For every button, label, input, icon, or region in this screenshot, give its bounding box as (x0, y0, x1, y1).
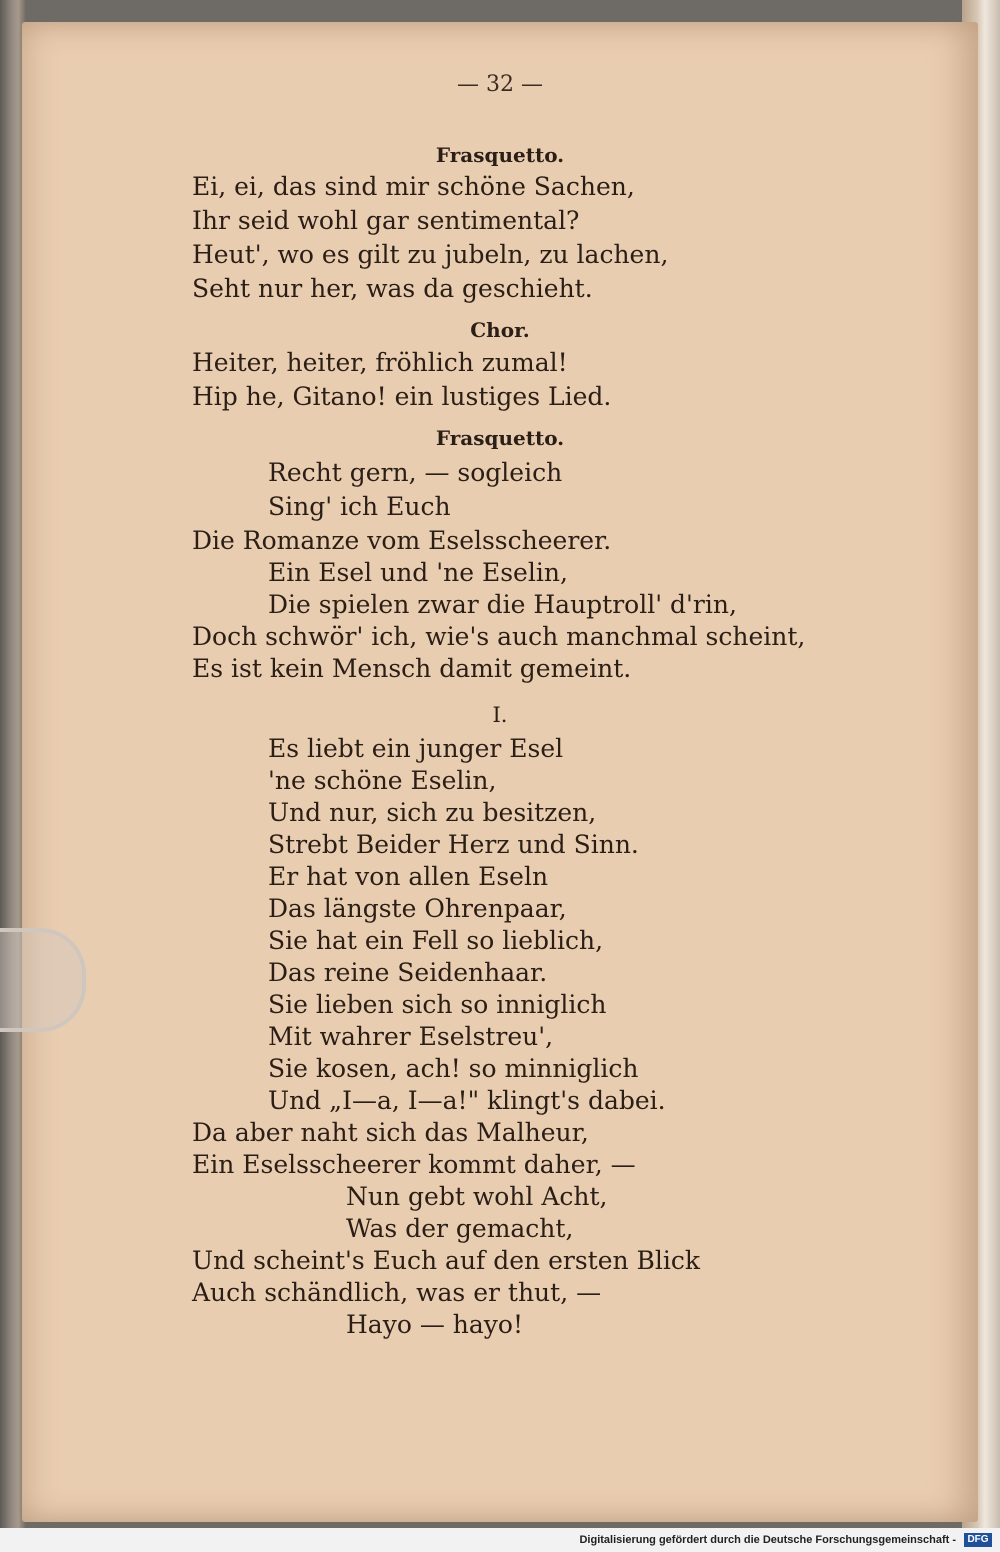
verse-line: Sie hat ein Fell so lieblich, (268, 926, 604, 955)
verse-line: Recht gern, — sogleich (268, 458, 563, 487)
footer-bar (0, 1528, 1000, 1552)
speaker-heading: Frasquetto. (435, 143, 565, 167)
verse-line: Heiter, heiter, fröhlich zumal! (192, 348, 568, 377)
verse-line: Sie lieben sich so inniglich (268, 990, 607, 1019)
verse-line: Das reine Seidenhaar. (268, 958, 548, 987)
dfg-logo: DFG (964, 1533, 992, 1547)
verse-line: Ei, ei, das sind mir schöne Sachen, (192, 172, 635, 201)
verse-line: Er hat von allen Eseln (268, 862, 549, 891)
verse-line: Sie kosen, ach! so minniglich (268, 1054, 639, 1083)
verse-line: Das längste Ohrenpaar, (268, 894, 567, 923)
verse-line: Seht nur her, was da geschieht. (192, 274, 593, 303)
verse-line: Sing' ich Euch (268, 492, 451, 521)
page-number: — 32 — (457, 72, 543, 97)
verse-line: Auch schändlich, was er thut, — (192, 1278, 602, 1307)
verse-line: Hayo — hayo! (346, 1310, 524, 1339)
verse-line: Und nur, sich zu besitzen, (268, 798, 597, 827)
stanza-number: I. (492, 703, 508, 727)
funding-notice: Digitalisierung gefördert durch die Deutsche Forschungsgemeinschaft - (579, 1534, 956, 1546)
verse-line: Hip he, Gitano! ein lustiges Lied. (192, 382, 612, 411)
verse-line: Mit wahrer Eselstreu', (268, 1022, 554, 1051)
verse-line: Es ist kein Mensch damit gemeint. (192, 654, 632, 683)
verse-line: 'ne schöne Eselin, (268, 766, 497, 795)
speaker-heading: Chor. (470, 318, 530, 342)
verse-line: Nun gebt wohl Acht, (346, 1182, 608, 1211)
verse-line: Heut', wo es gilt zu jubeln, zu lachen, (192, 240, 669, 269)
verse-line: Es liebt ein junger Esel (268, 734, 564, 763)
verse-line: Und „I—a, I—a!" klingt's dabei. (268, 1086, 666, 1115)
verse-line: Ihr seid wohl gar sentimental? (192, 206, 580, 235)
verse-line: Die spielen zwar die Hauptroll' d'rin, (268, 590, 737, 619)
paper-clip (0, 928, 86, 1032)
verse-line: Strebt Beider Herz und Sinn. (268, 830, 639, 859)
verse-line: Ein Esel und 'ne Eselin, (268, 558, 568, 587)
speaker-heading: Frasquetto. (435, 426, 565, 450)
verse-line: Und scheint's Euch auf den ersten Blick (192, 1246, 701, 1275)
verse-line: Ein Eselsscheerer kommt daher, — (192, 1150, 636, 1179)
verse-line: Doch schwör' ich, wie's auch manchmal scheint, (192, 622, 806, 651)
verse-line: Was der gemacht, (346, 1214, 574, 1243)
verse-line: Die Romanze vom Eselsscheerer. (192, 526, 612, 555)
verse-line: Da aber naht sich das Malheur, (192, 1118, 589, 1147)
